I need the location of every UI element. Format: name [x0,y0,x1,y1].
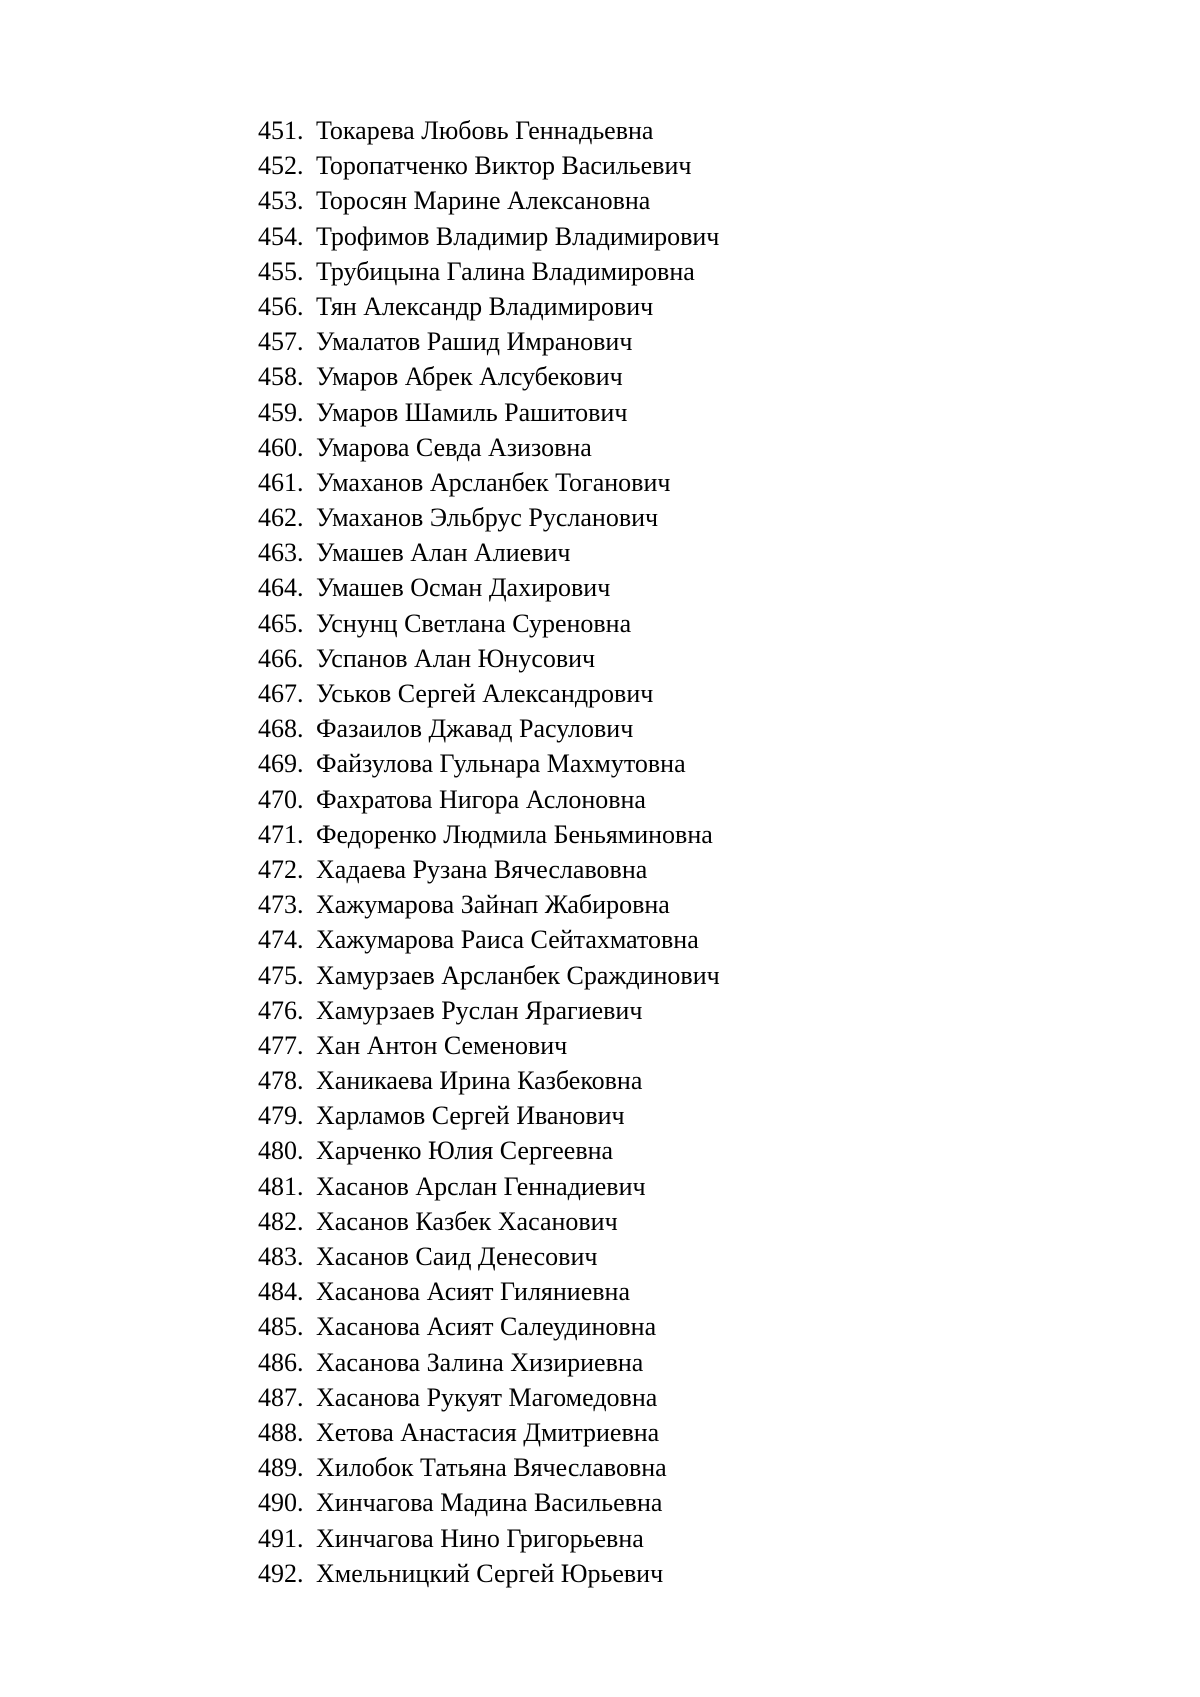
list-item [258,1239,720,1274]
entry-name: Хадаева Рузана Вячеславовна [316,854,648,884]
list-item [258,852,720,887]
list-item [258,1309,720,1344]
entry-name: Торопатченко Виктор Васильевич [316,151,692,181]
entry-name: Умаров Шамиль Рашитович [316,397,628,427]
entry-name: Трубицына Галина Владимировна [316,256,695,286]
entry-name: Умарова Севда Азизовна [316,432,592,462]
list-item [258,254,720,289]
entry-number: 475. [258,960,304,990]
entry-number: 483. [258,1242,304,1271]
list-item [258,289,720,324]
list-item [258,1485,720,1520]
entry-number: 479. [258,1101,304,1131]
entry-name: Умаханов Эльбрус Русланович [316,503,659,533]
list-item [258,1169,720,1204]
list-item [258,1028,720,1063]
list-item [258,676,720,711]
entry-number: 490. [258,1488,304,1518]
list-item [258,958,720,993]
entry-name: Хамурзаев Арсланбек Сраждинович [316,960,720,990]
entry-number: 452. [258,151,304,181]
list-item [258,1098,720,1133]
entry-number: 454. [258,221,304,251]
entry-name: Фазаилов Джавад Расулович [316,714,634,744]
entry-number: 476. [258,995,304,1025]
entry-number: 463. [258,538,304,568]
entry-number: 478. [258,1066,304,1096]
entry-name: Хетова Анастасия Дмитриевна [316,1417,660,1447]
list-item [258,1556,720,1591]
entry-name: Хасанова Асият Салеудиновна [316,1312,657,1342]
list-item [258,1345,720,1380]
entry-name: Хажумарова Зайнап Жабировна [316,890,670,920]
entry-name: Хасанов Казбек Хасанович [316,1206,618,1236]
entry-number: 472. [258,854,304,884]
entry-number: 462. [258,503,304,533]
list-item [258,641,720,676]
entry-number: 455. [258,256,304,286]
list-item [258,1063,720,1098]
entry-name: Умаров Абрек Алсубекович [316,362,623,392]
list-item [258,535,720,570]
entry-number: 469. [258,749,304,779]
entry-number: 480. [258,1136,304,1166]
entry-number: 474. [258,925,304,955]
entry-name: Хасанов Арслан Геннадиевич [316,1171,646,1201]
entry-number: 484. [258,1277,304,1307]
list-item [258,395,720,430]
entry-number: 470. [258,784,304,814]
entry-name: Трофимов Владимир Владимирович [316,221,720,251]
entry-name: Тян Александр Владимирович [316,291,654,321]
list-item [258,113,720,148]
list-item [258,430,720,465]
list-item [258,324,720,359]
entry-name: Уськов Сергей Александрович [316,679,654,708]
list-item [258,817,720,852]
list-item [258,922,720,957]
entry-name: Умалатов Рашид Имранович [316,327,633,357]
entry-name: Токарева Любовь Геннадьевна [316,116,654,145]
entry-number: 451. [258,116,304,145]
entry-name: Хилобок Татьяна Вячеславовна [316,1453,667,1483]
entry-number: 459. [258,397,304,427]
entry-number: 464. [258,573,304,603]
entry-name: Хамурзаев Руслан Ярагиевич [316,995,643,1025]
entry-number: 473. [258,890,304,920]
entry-name: Хасанова Асият Гиляниевна [316,1277,630,1307]
list-item [258,1133,720,1168]
list-item [258,606,720,641]
entry-number: 492. [258,1558,304,1588]
entry-number: 489. [258,1453,304,1483]
entry-number: 481. [258,1171,304,1201]
entry-name: Хинчагова Мадина Васильевна [316,1488,663,1518]
entry-number: 482. [258,1206,304,1236]
list-item [258,1521,720,1556]
entry-number: 468. [258,714,304,744]
entry-number: 486. [258,1347,304,1377]
list-item [258,1274,720,1309]
entry-name: Торосян Марине Алексановна [316,186,651,216]
entry-name: Хажумарова Раиса Сейтахматовна [316,925,699,955]
list-item [258,711,720,746]
list-item [258,1204,720,1239]
list-item [258,887,720,922]
entry-number: 466. [258,643,304,673]
entry-number: 471. [258,819,304,849]
entry-number: 477. [258,1030,304,1060]
entry-name: Умаханов Арсланбек Тоганович [316,467,671,497]
list-item [258,500,720,535]
entry-name: Файзулова Гульнара Махмутовна [316,749,686,779]
list-item [258,1415,720,1450]
list-item [258,1450,720,1485]
entry-name: Уснунц Светлана Суреновна [316,608,632,638]
list-item [258,219,720,254]
entry-number: 457. [258,327,304,357]
entry-name: Федоренко Людмила Беньяминовна [316,819,713,849]
entry-number: 453. [258,186,304,216]
entry-number: 485. [258,1312,304,1342]
entry-number: 487. [258,1382,304,1412]
entry-name: Харламов Сергей Иванович [316,1101,625,1131]
list-item [258,1380,720,1415]
entry-name: Хасанова Рукуят Магомедовна [316,1382,658,1412]
list-item [258,465,720,500]
entry-name: Хмельницкий Сергей Юрьевич [316,1558,664,1588]
name-list [258,113,720,1591]
entry-name: Умашев Алан Алиевич [316,538,571,568]
entry-number: 458. [258,362,304,392]
list-item [258,148,720,183]
entry-number: 456. [258,291,304,321]
entry-number: 488. [258,1417,304,1447]
entry-name: Фахратова Нигора Аслоновна [316,784,646,814]
entry-number: 491. [258,1523,304,1553]
list-item [258,359,720,394]
list-item [258,183,720,218]
entry-name: Хасанов Саид Денесович [316,1242,598,1271]
entry-number: 467. [258,679,304,708]
entry-number: 465. [258,608,304,638]
list-item [258,782,720,817]
entry-name: Умашев Осман Дахирович [316,573,611,603]
entry-name: Ханикаева Ирина Казбековна [316,1066,643,1096]
list-item [258,993,720,1028]
list-item [258,746,720,781]
entry-number: 461. [258,467,304,497]
entry-name: Хан Антон Семенович [316,1030,568,1060]
entry-name: Успанов Алан Юнусович [316,643,596,673]
entry-number: 460. [258,432,304,462]
entry-name: Хинчагова Нино Григорьевна [316,1523,644,1553]
list-item [258,570,720,605]
entry-name: Хасанова Залина Хизириевна [316,1347,644,1377]
entry-name: Харченко Юлия Сергеевна [316,1136,614,1166]
